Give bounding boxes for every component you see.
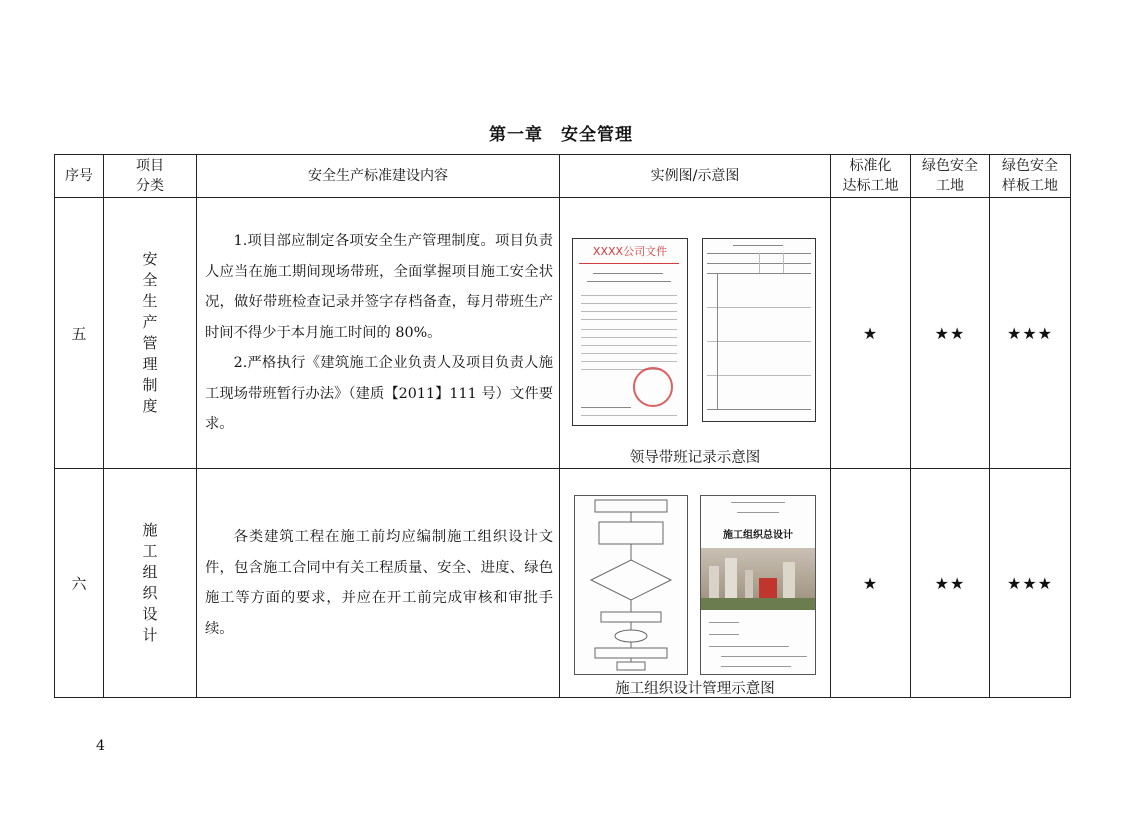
row-content bbox=[197, 469, 560, 698]
content-paragraph: 2.严格执行《建筑施工企业负责人及项目负责人施工现场带班暂行办法》（建质【2011】111 号）文件要求。 bbox=[205, 355, 553, 433]
header-std-line1: 标准化 bbox=[849, 158, 892, 174]
header-model-line2: 样板工地 bbox=[1002, 178, 1058, 194]
safety-standards-table bbox=[54, 154, 1071, 698]
category-char: 制 bbox=[142, 376, 158, 394]
cover-heading: 施工组织总设计 bbox=[723, 530, 793, 541]
header-model-site bbox=[990, 155, 1071, 198]
flowchart-thumbnail bbox=[574, 495, 688, 675]
standard-site-rating: ★ bbox=[831, 469, 911, 698]
construction-design-cover-thumbnail bbox=[700, 495, 816, 675]
row-category bbox=[104, 198, 197, 469]
category-char: 产 bbox=[142, 313, 158, 331]
model-site-rating: ★★★ bbox=[990, 469, 1071, 698]
category-char: 度 bbox=[142, 397, 158, 415]
table-row bbox=[55, 198, 1071, 469]
header-category-line2: 分类 bbox=[136, 178, 164, 194]
green-site-rating: ★★ bbox=[911, 469, 990, 698]
header-model-line1: 绿色安全 bbox=[1002, 158, 1058, 174]
chapter-title: 第一章 安全管理 bbox=[489, 125, 633, 145]
category-char: 全 bbox=[142, 271, 158, 289]
header-category-line1: 项目 bbox=[136, 158, 164, 174]
duty-record-form-thumbnail bbox=[702, 238, 816, 422]
row-content bbox=[197, 198, 560, 469]
category-char: 施 bbox=[142, 521, 158, 539]
model-site-rating: ★★★ bbox=[990, 198, 1071, 469]
category-char: 理 bbox=[142, 355, 158, 373]
example-caption: 领导带班记录示意图 bbox=[629, 450, 761, 466]
category-char: 生 bbox=[142, 292, 158, 310]
example-image-cell bbox=[560, 198, 831, 469]
content-paragraph: 1.项目部应制定各项安全生产管理制度。项目负责人应当在施工期间现场带班，全面掌握项目施工安全状况，做好带班检查记录并签字存档备查，每月带班生产时间不得少于本月施工时间的 80%。 bbox=[205, 233, 553, 341]
category-char: 组 bbox=[142, 563, 158, 581]
category-char: 工 bbox=[142, 542, 158, 560]
category-char: 安 bbox=[142, 250, 158, 268]
page-number: 4 bbox=[96, 738, 105, 754]
example-caption: 施工组织设计管理示意图 bbox=[615, 681, 775, 697]
header-green-site bbox=[911, 155, 990, 198]
header-index: 序号 bbox=[55, 155, 104, 198]
red-stamp-icon bbox=[633, 367, 673, 407]
row-category bbox=[104, 469, 197, 698]
table-header-row bbox=[55, 155, 1071, 198]
green-site-rating: ★★ bbox=[911, 198, 990, 469]
company-document-thumbnail bbox=[572, 238, 688, 426]
example-image-cell bbox=[560, 469, 831, 698]
header-std-line2: 达标工地 bbox=[842, 178, 899, 194]
document-heading: XXXX公司文件 bbox=[592, 245, 668, 258]
header-standard-site bbox=[831, 155, 911, 198]
header-green-line2: 工地 bbox=[936, 178, 964, 194]
header-example: 实例图/示意图 bbox=[560, 155, 831, 198]
table-row bbox=[55, 469, 1071, 698]
category-char: 织 bbox=[142, 584, 158, 602]
content-paragraph: 各类建筑工程在施工前均应编制施工组织设计文件，包含施工合同中有关工程质量、安全、进度、绿色施工等方面的要求，并应在开工前完成审核和审批手续。 bbox=[205, 529, 553, 637]
header-content: 安全生产标准建设内容 bbox=[197, 155, 560, 198]
header-green-line1: 绿色安全 bbox=[922, 158, 978, 174]
row-index: 五 bbox=[55, 198, 104, 469]
category-char: 管 bbox=[142, 334, 158, 352]
category-char: 计 bbox=[142, 626, 158, 644]
category-char: 设 bbox=[142, 605, 158, 623]
flowchart-icon bbox=[575, 496, 687, 674]
header-category bbox=[104, 155, 197, 198]
row-index: 六 bbox=[55, 469, 104, 698]
standard-site-rating: ★ bbox=[831, 198, 911, 469]
building-rendering-icon bbox=[701, 548, 815, 610]
